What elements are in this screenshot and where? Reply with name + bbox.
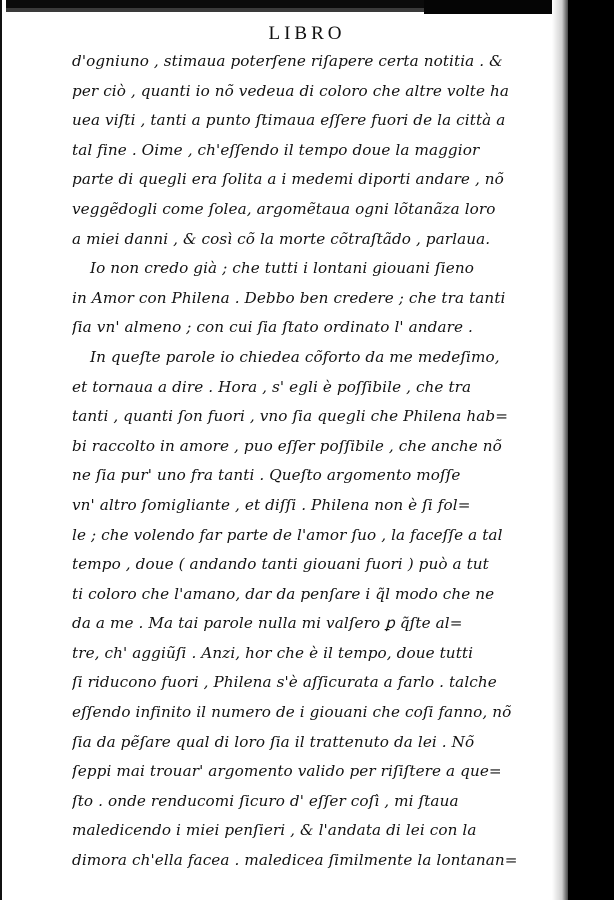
text-line-10: ſia vn' almeno ; con cui ſia ſtato ordinato l' andare . xyxy=(72,318,473,337)
scan-edge-left xyxy=(0,0,6,900)
text-line-19: ti coloro che l'amano, dar da penſare i q̃l modo che ne xyxy=(72,584,495,603)
text-line-3: uea viſti , tanti a punto ſtimaua eſſere fuori de la città a xyxy=(72,111,506,130)
text-line-24: ſia da pẽſare qual di loro ſia il trattenuto da lei . Nõ xyxy=(72,732,475,751)
text-line-6: veggẽdogli come ſolea, argomẽtaua ogni lõtanãza loro xyxy=(72,199,496,218)
text-line-13: tanti , quanti ſon fuori , vno ſia quegli che Philena hab= xyxy=(72,407,509,426)
text-line-28: dimora ch'ella facea . maledicea ſimilmente la lontanan= xyxy=(72,851,518,870)
text-line-5: parte di quegli era ſolita a i medemi diporti andare , nõ xyxy=(72,170,504,189)
running-title: LIBRO xyxy=(268,23,346,44)
text-line-11: In queſte parole io chiedea cõforto da me medeſimo, xyxy=(90,347,500,366)
book-page xyxy=(72,22,542,892)
text-line-17: le ; che volendo far parte de l'amor ſuo , la faceſſe a tal xyxy=(72,525,503,544)
text-line-22: ſi riducono fuori , Philena s'è aſſicurata a farlo . talche xyxy=(72,673,497,692)
text-line-21: tre, ch' aggiũſi . Anzi, hor che è il tempo, doue tutti xyxy=(72,643,474,662)
text-line-25: ſeppi mai trouar' argomento valido per riſiſtere a que= xyxy=(72,762,502,781)
text-line-2: per ciò , quanti io nõ vedeua di coloro che altre volte ha xyxy=(72,81,510,100)
text-line-23: eſſendo infinito il numero de i giouani che coſi fanno, nõ xyxy=(72,703,512,722)
text-line-8: Io non credo già ; che tutti i lontani giouani ſieno xyxy=(90,259,474,278)
text-line-15: ne ſia pur' uno fra tanti . Queſto argomento moſſe xyxy=(72,466,461,485)
text-line-4: tal fine . Oime , ch'eſſendo il tempo doue la maggior xyxy=(72,140,480,159)
text-line-16: vn' altro ſomigliante , et diſſi . Philena non è ſi fol= xyxy=(72,495,471,514)
page-gutter xyxy=(568,0,614,900)
text-line-1: d'ogniuno , stimaua poterſene riſapere certa notitia . & xyxy=(72,52,503,70)
text-line-20: da a me . Ma tai parole nulla mi valſero ꝑ q̃ſte al= xyxy=(72,614,463,633)
text-line-12: et tornaua a dire . Hora , s' egli è poſſibile , che tra xyxy=(72,377,472,396)
text-line-26: ſto . onde renducomi ſicuro d' eſſer coſì , mi ſtaua xyxy=(72,791,459,810)
text-line-9: in Amor con Philena . Debbo ben credere ; che tra tanti xyxy=(72,288,506,307)
text-line-14: bi raccolto in amore , puo eſſer poſſibile , che anche nõ xyxy=(72,436,502,455)
text-line-18: tempo , doue ( andando tanti giouani fuori ) può a tut xyxy=(72,555,489,574)
text-line-7: a miei danni , & così cõ la morte cõtraſtãdo , parlaua. xyxy=(72,229,491,248)
text-line-27: maledicendo i miei penſieri , & l'andata di lei con la xyxy=(72,821,477,840)
page-body xyxy=(72,47,542,876)
